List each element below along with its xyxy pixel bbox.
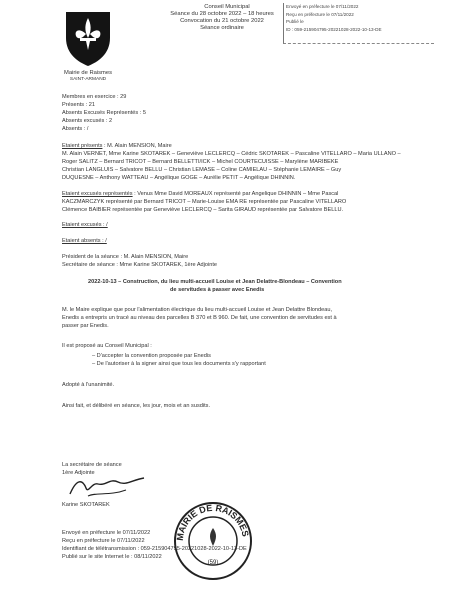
president-line: Président de la séance : M. Alain MENSION, Maire xyxy=(62,254,189,260)
secretary-line: Secrétaire de séance : Mme Karine SKOTAREK, 1ère Adjointe xyxy=(62,262,218,268)
represented-line-0: : Venus Mme David MOREAUX représenté par Angelique DHINNIN – Mme Pascal xyxy=(134,191,339,197)
mairie-seal-icon xyxy=(172,500,254,582)
members-count: Membres en exercice : 29 xyxy=(62,94,127,100)
stamp-line-2: Reçu en préfecture le 07/11/2022 xyxy=(286,11,354,17)
session-type: Séance ordinaire xyxy=(200,25,244,31)
footer-line-1: Envoyé en préfecture le 07/11/2022 xyxy=(62,530,151,536)
stamp-line-3: Publié le xyxy=(286,19,304,25)
proposal-bullet-1: – D'accepter la convention proposée par Enedis xyxy=(92,353,211,359)
coat-of-arms-icon xyxy=(62,8,114,68)
stamp-line-4: ID : 059-215904795-20221028-2022-10-13-DE xyxy=(286,26,382,32)
excused-line: Etaient excusés : / xyxy=(62,222,108,228)
signature-role-2: 1ère Adjointe xyxy=(62,470,95,476)
represented-line-1: KACZMARCZYK représenté par Bernard TRICOT – Marie-Louise EMA RE représentée par Pascaline VITELLARO xyxy=(62,199,347,205)
paragraph-line-1: M. le Maire explique que pour l'alimentation électrique du lieu multi-accueil Louise et Jean Delattre Blondeau, xyxy=(62,307,333,313)
represented-count: Absents Excusés Représentés : 5 xyxy=(62,110,146,116)
presents-line-0: : M. Alain MENSION, Maire xyxy=(104,143,172,149)
represented-block xyxy=(62,191,338,198)
stamp-line-1: Envoyé en préfecture le 07/11/2022 xyxy=(286,4,359,9)
presents-line-3: Christian LANGLUIS – Salvatore BELLU – Christian LEMASE – Coline CAMIELAU – Stéphanie LEMAIRE – Guy xyxy=(62,167,342,173)
deliberation-title-2: de servitudes à passer avec Enedis xyxy=(170,287,265,293)
prefecture-stamp xyxy=(286,3,426,33)
presents-line-4: DUQUESNE – Anthony WATTEAU – Angélique GOGE – Aurélie PETIT – Angélique DHINNIN. xyxy=(62,175,296,181)
council-title: Conseil Municipal xyxy=(204,4,250,10)
presents-block xyxy=(62,143,172,150)
city-subtitle: SAINT-ARMAND xyxy=(69,77,107,82)
paragraph-line-2: Enedis a entrepris un tracé au niveau des parcelles B 370 et B 960. De fait, une convention de servitudes est à xyxy=(62,315,337,321)
represented-label: Etaient excusés représentés xyxy=(62,191,133,197)
presents-line-1: M. Alain VERNET, Mme Karine SKOTAREK – Geneviève LECLERCQ – Cédric SKOTAREK – Pascaline VITELLARO – Maria ULLANO – xyxy=(62,151,401,157)
adopted-line: Adopté à l'unanimité. xyxy=(62,382,115,388)
handwritten-signature-icon xyxy=(66,474,148,500)
deliberation-title-1: 2022-10-13 – Construction, du lieu multi-accueil Louise et Jean Delattre-Blondeau – Convention xyxy=(88,279,342,285)
footer-line-4: Publié sur le site Internet le : 08/11/2022 xyxy=(62,554,162,560)
presents-line-2: Roger SALITZ – Bernard TRICOT – Bernard BELLETTI/ICK – Michel COURTECUISSE – Marylène MARIBEKE xyxy=(62,159,339,165)
present-count: Présents : 21 xyxy=(62,102,95,108)
footer-line-2: Reçu en préfecture le 07/11/2022 xyxy=(62,538,145,544)
excused-count: Absents excusés : 2 xyxy=(62,118,113,124)
signature-role-1: La secrétaire de séance xyxy=(62,462,122,468)
proposal-bullet-2: – De l'autoriser à la signer ainsi que tous les documents s'y rapportant xyxy=(92,361,266,367)
city-name: Mairie de Raismes xyxy=(64,70,112,76)
seal-text: MAIRIE DE RAISMES xyxy=(174,502,251,542)
closing-line: Ainsi fait, et délibéré en séance, les jour, mois et an susdits. xyxy=(62,403,211,409)
signature-name: Karine SKOTAREK xyxy=(62,502,110,508)
presents-label: Etaient présents xyxy=(62,143,103,149)
absent-count: Absents : / xyxy=(62,126,89,132)
seal-code: (59) xyxy=(207,560,219,566)
meeting-line: Séance du 28 octobre 2022 – 18 heures xyxy=(170,11,274,17)
paragraph-line-3: passer par Enedis. xyxy=(62,323,109,329)
represented-line-2: Clémence BAIBIER représentée par Geneviève LECLERCQ – Sarita GIRAUD représentée par Salvatore BELLU. xyxy=(62,207,344,213)
absents-line: Etaient absents : / xyxy=(62,238,107,244)
convocation-line: Convocation du 21 octobre 2022 xyxy=(180,18,264,24)
proposal-line: Il est proposé au Conseil Municipal : xyxy=(62,343,152,349)
footer-line-3: Identifiant de télétransmission : 059-215904795-20221028-2022-10-13-DE xyxy=(62,546,247,552)
